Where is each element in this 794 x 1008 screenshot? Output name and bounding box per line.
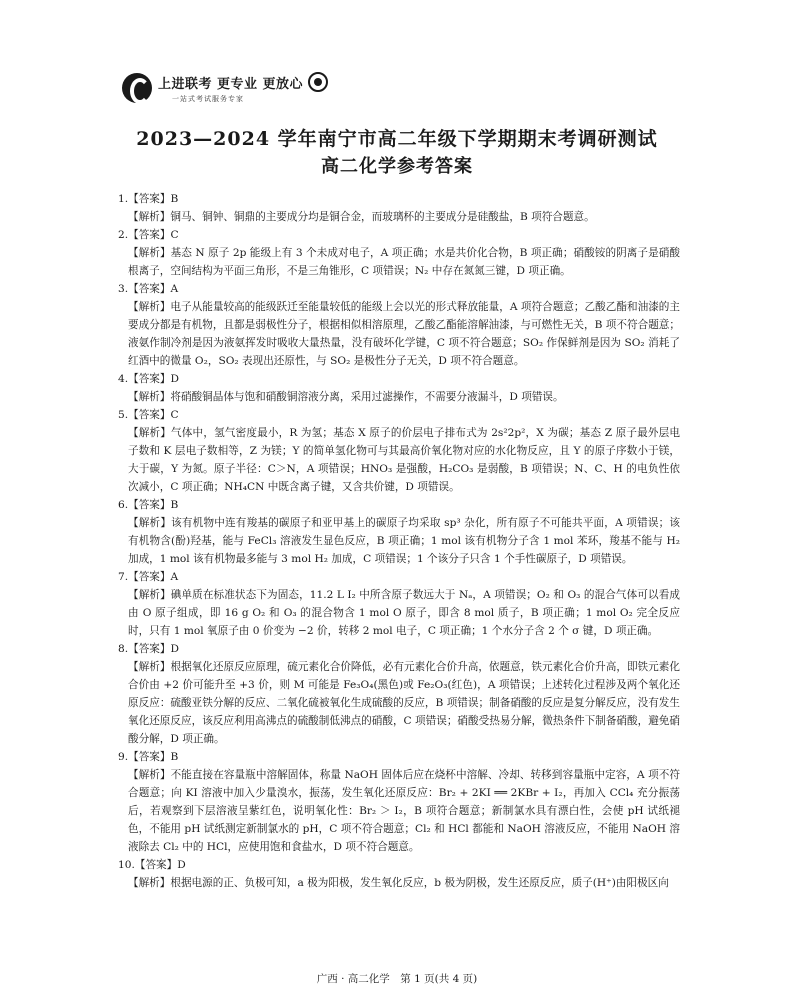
analysis-text: 【解析】气体中，氢气密度最小，R 为氢；基态 X 原子的价层电子排布式为 2s²2p²，X 为碳；基态 Z 原子最外层电子数和 K 层电子数相等，Z 为镁；Y 的简单氢化物可与其最高价氧化物对应的水化物反应，且 Y 的原子序数小于镁，大于碳，Y 为氮。原子半径：C＞N，A 项错误；HNO₃ 是强酸，H₂CO₃ 是弱酸，B 项错误；N、C、H 的电负性依次减小，C 项正确；NH₄CN 中既含离子键，又含共价键，D 项错误。 xyxy=(128,427,680,493)
answer-list xyxy=(118,190,680,892)
analysis-text: 【解析】电子从能量较高的能级跃迁至能量较低的能级上会以光的形式释放能量，A 项符合题意；乙酸乙酯和油漆的主要成分都是有机物，且都是弱极性分子，根据相似相溶原理，乙酸乙酯能溶解油漆，与可燃性无关，B 项不符合题意；液氨作制冷剂是因为液氨挥发时吸收大量热量，没有破坏化学键，C 项不符合题意；SO₂ 作保鲜剂是因为 SO₂ 消耗了红酒中的微量 O₂，SO₂ 表现出还原性，与 SO₂ 是极性分子无关，D 项不符合题意。 xyxy=(128,301,680,367)
answer-line xyxy=(118,406,680,424)
question-number: 3. xyxy=(118,283,129,295)
analysis-text: 【解析】基态 N 原子 2p 能级上有 3 个未成对电子，A 项正确；水是共价化合物，B 项正确；硝酸铵的阴离子是硝酸根离子，空间结构为平面三角形，不是三角锥形，C 项错误；N₂ 中存在氮氮三键，D 项正确。 xyxy=(128,247,680,277)
answer-key: 【答案】B xyxy=(128,193,179,205)
answer-key: 【答案】D xyxy=(128,373,179,385)
answer-line xyxy=(118,856,680,874)
answer-key: 【答案】C xyxy=(128,409,179,421)
question-item xyxy=(118,190,680,226)
question-item xyxy=(118,496,680,568)
answer-line xyxy=(118,640,680,658)
exam-title: 2023—2024 学年南宁市高二年级下学期期末考调研测试 xyxy=(136,128,658,150)
answer-line xyxy=(118,568,680,586)
question-number: 1. xyxy=(118,193,129,205)
logo-slogan xyxy=(158,72,328,92)
answer-line xyxy=(118,496,680,514)
answer-line xyxy=(118,748,680,766)
answer-line xyxy=(118,280,680,298)
question-item xyxy=(118,640,680,748)
question-number: 10. xyxy=(118,859,135,871)
logo-slogan-text: 上进联考 更专业 更放心 xyxy=(158,76,304,92)
question-item xyxy=(118,280,680,370)
analysis-text: 【解析】根据电源的正、负极可知，a 极为阳极，发生氧化反应，b 极为阴极，发生还原反应，质子(H⁺)由阳极区向 xyxy=(128,877,669,889)
question-number: 4. xyxy=(118,373,129,385)
question-item xyxy=(118,226,680,280)
analysis-text: 【解析】碘单质在标准状态下为固态，11.2 L I₂ 中所含原子数远大于 Nₐ，A 项错误；O₂ 和 O₃ 的混合气体可以看成由 O 原子组成，即 16 g O₂ 和 O₃ 的混合物含 1 mol O 原子，即含 8 mol 质子，B 项正确；1 mol O₂ 完全反应时，只有 1 mol 氧原子由 0 价变为 −2 价，转移 2 mol 电子，C 项正确；1 个水分子含 2 个 σ 键，D 项正确。 xyxy=(128,589,680,637)
question-number: 8. xyxy=(118,643,129,655)
analysis-text: 【解析】将硝酸铜晶体与饱和硝酸铜溶液分离，采用过滤操作，不需要分液漏斗，D 项错误。 xyxy=(128,391,564,403)
question-number: 9. xyxy=(118,751,129,763)
question-number: 6. xyxy=(118,499,129,511)
question-number: 7. xyxy=(118,571,129,583)
question-number: 2. xyxy=(118,229,129,241)
seal-icon xyxy=(308,72,328,92)
question-number: 5. xyxy=(118,409,129,421)
logo-icon xyxy=(122,73,152,103)
answer-line xyxy=(118,190,680,208)
question-item xyxy=(118,406,680,496)
analysis-text: 【解析】不能直接在容量瓶中溶解固体，称量 NaOH 固体后应在烧杯中溶解、冷却、转移到容量瓶中定容，A 项不符合题意；向 KI 溶液中加入少量溴水，振荡，发生氧化还原反应：Br₂ + 2KI ══ 2KBr + I₂，再加入 CCl₄ 充分振荡后，若观察到下层溶液呈紫红色，说明氧化性：Br₂ ＞ I₂，B 项符合题意；新制氯水具有漂白性，会使 pH 试纸褪色，不能用 pH 试纸测定新制氯水的 pH，C 项不符合题意；Cl₂ 和 HCl 都能和 NaOH 溶液反应，不能用 NaOH 溶液除去 Cl₂ 中的 HCl，应使用饱和食盐水，D 项不符合题意。 xyxy=(128,769,680,853)
logo-subtitle: 一站式考试服务专家 xyxy=(172,95,244,103)
answer-key: 【答案】B xyxy=(128,751,179,763)
document-title: 高二化学参考答案 xyxy=(321,156,473,177)
answer-key: 【答案】A xyxy=(128,283,179,295)
page-footer: 广西 · 高二化学 第 1 页(共 4 页) xyxy=(316,973,478,985)
question-item xyxy=(118,370,680,406)
answer-line xyxy=(118,226,680,244)
analysis-text: 【解析】铜马、铜钟、铜鼎的主要成分均是铜合金，而玻璃杯的主要成分是硅酸盐，B 项符合题意。 xyxy=(128,211,595,223)
answer-key: 【答案】C xyxy=(128,229,179,241)
analysis-text: 【解析】该有机物中连有羧基的碳原子和亚甲基上的碳原子均采取 sp³ 杂化，所有原子不可能共平面，A 项错误；该有机物含(酚)羟基，能与 FeCl₃ 溶液发生显色反应，B 项正确；1 mol 该有机物分子含 1 mol 苯环，羧基不能与 H₂ 加成，1 mol 该有机物最多能与 3 mol H₂ 加成，C 项错误；1 个该分子只含 1 个手性碳原子，D 项错误。 xyxy=(128,517,680,565)
analysis-text: 【解析】根据氧化还原反应原理，硫元素化合价降低，必有元素化合价升高，依题意，铁元素化合价升高，即铁元素化合价由 +2 价可能升至 +3 价，则 M 可能是 Fe₃O₄(黑色)或 Fe₂O₃(红色)，A 项错误；上述转化过程涉及两个氧化还原反应：硫酸亚铁分解的反应、二氧化硫被氧化生成硫酸的反应，B 项错误；制备硝酸的反应是复分解反应，没有发生氧化还原反应，该反应利用高沸点的硫酸制低沸点的硝酸，C 项错误；硝酸受热易分解，微热条件下制备硝酸，避免硝酸分解，D 项正确。 xyxy=(128,661,680,745)
answer-key: 【答案】D xyxy=(128,643,179,655)
question-item xyxy=(118,748,680,856)
answer-key: 【答案】A xyxy=(128,571,179,583)
question-item xyxy=(118,856,680,892)
answer-key: 【答案】D xyxy=(134,859,186,871)
question-item xyxy=(118,568,680,640)
answer-key: 【答案】B xyxy=(128,499,179,511)
brand-logo xyxy=(122,72,328,104)
answer-line xyxy=(118,370,680,388)
